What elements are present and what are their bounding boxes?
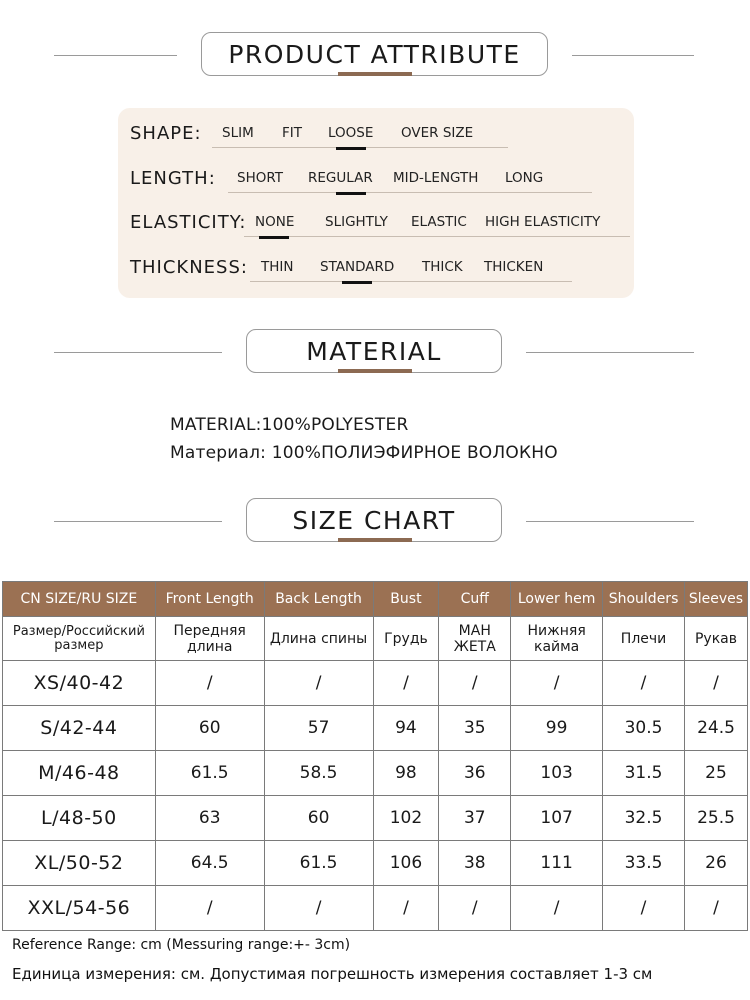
attribute-option-selected: STANDARD xyxy=(320,259,395,275)
size-cell: XL/50-52 xyxy=(3,841,156,886)
column-header-russian: Рукав xyxy=(685,617,748,661)
table-cell: 106 xyxy=(373,841,439,886)
table-cell: 57 xyxy=(264,706,373,751)
table-cell: 103 xyxy=(511,751,603,796)
divider-right xyxy=(526,521,694,522)
column-header: Bust xyxy=(373,582,439,617)
section-title: MATERIAL xyxy=(246,329,502,373)
table-cell: 37 xyxy=(439,796,511,841)
title-accent-bar xyxy=(338,72,412,76)
table-cell: 31.5 xyxy=(603,751,685,796)
table-cell: 61.5 xyxy=(155,751,264,796)
attribute-label: THICKNESS: xyxy=(130,257,248,278)
table-header-row-russian xyxy=(3,617,748,661)
section-header-material xyxy=(0,329,750,375)
section-title: SIZE CHART xyxy=(246,498,502,542)
table-cell: 64.5 xyxy=(155,841,264,886)
table-cell: 30.5 xyxy=(603,706,685,751)
attribute-row-thickness xyxy=(130,254,630,284)
attribute-row-shape xyxy=(130,120,630,150)
attribute-panel xyxy=(118,108,634,298)
attribute-underline xyxy=(244,236,630,237)
table-cell: 35 xyxy=(439,706,511,751)
table-row xyxy=(3,886,748,931)
selected-marker xyxy=(336,147,366,150)
table-cell: / xyxy=(155,886,264,931)
size-cell: S/42-44 xyxy=(3,706,156,751)
column-header-russian: Нижняя кайма xyxy=(511,617,603,661)
table-cell: 102 xyxy=(373,796,439,841)
divider-right xyxy=(572,55,694,56)
reference-note-english: Reference Range: cm (Messuring range:+- 3cm) xyxy=(12,937,351,953)
attribute-row-elasticity xyxy=(130,209,630,239)
attribute-option: SHORT xyxy=(237,170,283,186)
table-cell: 94 xyxy=(373,706,439,751)
divider-right xyxy=(526,352,694,353)
table-cell: 63 xyxy=(155,796,264,841)
table-cell: 25 xyxy=(685,751,748,796)
table-cell: / xyxy=(155,661,264,706)
table-cell: 61.5 xyxy=(264,841,373,886)
column-header-russian: Передняя длина xyxy=(155,617,264,661)
table-cell: 60 xyxy=(155,706,264,751)
attribute-option: ELASTIC xyxy=(411,214,467,230)
column-header: Sleeves xyxy=(685,582,748,617)
column-header: Shoulders xyxy=(603,582,685,617)
table-cell: 38 xyxy=(439,841,511,886)
table-cell: 32.5 xyxy=(603,796,685,841)
table-row xyxy=(3,841,748,886)
column-header-russian: Длина спины xyxy=(264,617,373,661)
divider-left xyxy=(54,352,222,353)
section-header-product-attribute xyxy=(0,32,750,78)
size-cell: XXL/54-56 xyxy=(3,886,156,931)
divider-left xyxy=(54,55,177,56)
size-cell: L/48-50 xyxy=(3,796,156,841)
title-accent-bar xyxy=(338,369,412,373)
table-cell: 99 xyxy=(511,706,603,751)
table-cell: 98 xyxy=(373,751,439,796)
table-cell: / xyxy=(685,886,748,931)
table-cell: / xyxy=(373,886,439,931)
attribute-label: LENGTH: xyxy=(130,168,216,189)
divider-left xyxy=(54,521,222,522)
attribute-option: THIN xyxy=(261,259,294,275)
attribute-option: HIGH ELASTICITY xyxy=(485,214,601,230)
attribute-label: SHAPE: xyxy=(130,123,202,144)
material-english: MATERIAL:100%POLYESTER xyxy=(170,415,409,435)
table-row xyxy=(3,796,748,841)
attribute-option: SLIGHTLY xyxy=(325,214,388,230)
selected-marker xyxy=(259,236,289,239)
attribute-option: MID-LENGTH xyxy=(393,170,479,186)
table-row xyxy=(3,706,748,751)
attribute-underline xyxy=(228,192,592,193)
table-cell: 111 xyxy=(511,841,603,886)
size-chart-table xyxy=(2,581,748,931)
attribute-option: SLIM xyxy=(222,125,254,141)
selected-marker xyxy=(342,281,372,284)
attribute-option: THICK xyxy=(422,259,463,275)
table-cell: / xyxy=(264,661,373,706)
attribute-option-selected: REGULAR xyxy=(308,170,373,186)
attribute-option: LONG xyxy=(505,170,544,186)
table-cell: 60 xyxy=(264,796,373,841)
material-russian: Материал: 100%ПОЛИЭФИРНОЕ ВОЛОКНО xyxy=(170,443,558,463)
table-cell: 36 xyxy=(439,751,511,796)
attribute-underline xyxy=(250,281,572,282)
section-header-size-chart xyxy=(0,498,750,544)
column-header: Lower hem xyxy=(511,582,603,617)
table-cell: / xyxy=(511,661,603,706)
column-header: Cuff xyxy=(439,582,511,617)
table-cell: / xyxy=(511,886,603,931)
selected-marker xyxy=(336,192,366,195)
column-header: CN SIZE/RU SIZE xyxy=(3,582,156,617)
table-cell: 33.5 xyxy=(603,841,685,886)
attribute-option: THICKEN xyxy=(484,259,544,275)
table-header-row xyxy=(3,582,748,617)
table-row xyxy=(3,661,748,706)
table-cell: 58.5 xyxy=(264,751,373,796)
table-cell: / xyxy=(439,886,511,931)
table-cell: / xyxy=(373,661,439,706)
attribute-row-length xyxy=(130,165,630,195)
table-cell: / xyxy=(603,661,685,706)
table-cell: 25.5 xyxy=(685,796,748,841)
table-cell: / xyxy=(264,886,373,931)
attribute-label: ELASTICITY: xyxy=(130,212,247,233)
size-cell: XS/40-42 xyxy=(3,661,156,706)
table-cell: 107 xyxy=(511,796,603,841)
table-row xyxy=(3,751,748,796)
size-cell: M/46-48 xyxy=(3,751,156,796)
column-header-russian: Грудь xyxy=(373,617,439,661)
table-cell: 24.5 xyxy=(685,706,748,751)
table-cell: / xyxy=(685,661,748,706)
attribute-option-selected: LOOSE xyxy=(328,125,374,141)
column-header: Front Length xyxy=(155,582,264,617)
column-header: Back Length xyxy=(264,582,373,617)
table-cell: / xyxy=(603,886,685,931)
table-cell: / xyxy=(439,661,511,706)
attribute-option-selected: NONE xyxy=(255,214,295,230)
attribute-option: OVER SIZE xyxy=(401,125,474,141)
column-header-russian: Плечи xyxy=(603,617,685,661)
table-cell: 26 xyxy=(685,841,748,886)
column-header-russian: МАН ЖЕТА xyxy=(439,617,511,661)
reference-note-russian: Единица измерения: см. Допустимая погрешность измерения составляет 1-3 см xyxy=(12,965,653,983)
attribute-option: FIT xyxy=(282,125,302,141)
section-title: PRODUCT ATTRIBUTE xyxy=(201,32,548,76)
title-accent-bar xyxy=(338,538,412,542)
column-header-russian: Размер/Российский размер xyxy=(3,617,156,661)
